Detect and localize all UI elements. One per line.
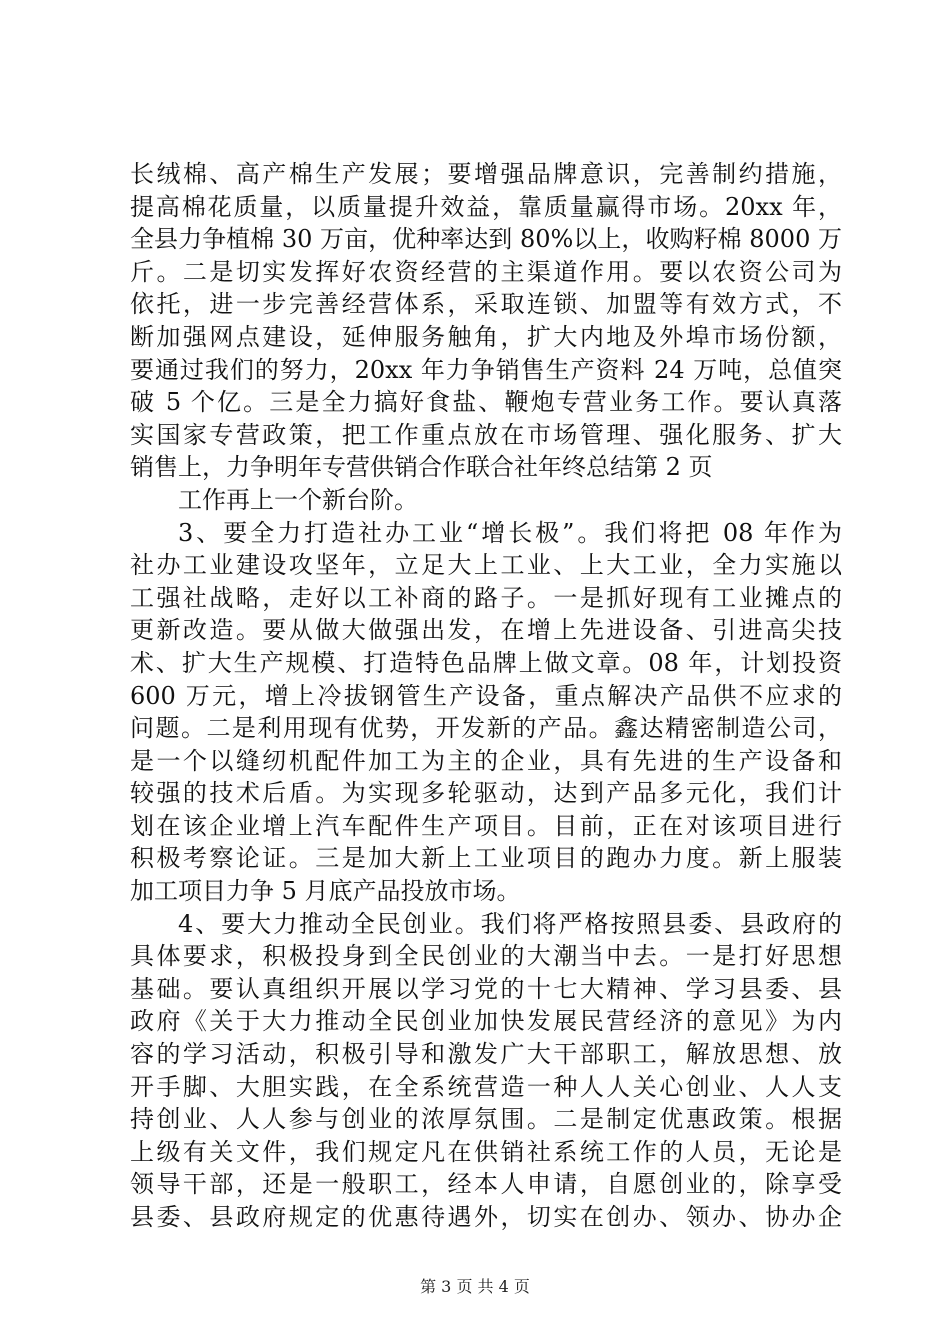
text-line: 加工项目力争 5 月底产品投放市场。 bbox=[130, 877, 521, 906]
text-line: 县委、县政府规定的优惠待遇外，切实在创办、领办、协办企 bbox=[130, 1203, 842, 1231]
document-body bbox=[130, 158, 842, 1234]
text-line: 长绒棉、高产棉生产发展；要增强品牌意识，完善制约措施， bbox=[130, 160, 842, 188]
text-line: 基础。要认真组织开展以学习党的十七大精神、学习县委、县 bbox=[130, 974, 842, 1003]
text-line: 较强的技术后盾。为实现多轮驱动，达到产品多元化，我们计 bbox=[130, 779, 842, 808]
text-line: 3、要全力打造社办工业“增长极”。我们将把 08 年作为 bbox=[178, 518, 842, 547]
text-line: 断加强网点建设，延伸服务触角，扩大内地及外埠市场份额， bbox=[130, 322, 842, 351]
text-line: 更新改造。要从做大做强出发，在增上先进设备、引进高尖技 bbox=[130, 616, 842, 645]
text-line: 容的学习活动，积极引导和激发广大干部职工，解放思想、放 bbox=[130, 1040, 842, 1069]
text-line: 实国家专营政策，把工作重点放在市场管理、强化服务、扩大 bbox=[130, 420, 842, 449]
text-line: 积极考察论证。三是加大新上工业项目的跑办力度。新上服装 bbox=[130, 844, 842, 873]
text-line: 销售上，力争明年专营供销合作联合社年终总结第 2 页 bbox=[130, 453, 713, 482]
text-line: 政府《关于大力推动全民创业加快发展民营经济的意见》为内 bbox=[130, 1007, 842, 1036]
text-line: 术、扩大生产规模、打造特色品牌上做文章。08 年，计划投资 bbox=[130, 648, 842, 677]
text-line: 工强社战略，走好以工补商的路子。一是抓好现有工业摊点的 bbox=[130, 583, 842, 612]
text-line: 开手脚、大胆实践，在全系统营造一种人人关心创业、人人支 bbox=[130, 1072, 842, 1101]
text-line: 提高棉花质量，以质量提升效益，靠质量赢得市场。20xx 年， bbox=[130, 192, 842, 221]
text-line: 工作再上一个新台阶。 bbox=[178, 485, 418, 514]
text-line: 全县力争植棉 30 万亩，优种率达到 80%以上，收购籽棉 8000 万 bbox=[130, 225, 842, 254]
text-line: 是一个以缝纫机配件加工为主的企业，具有先进的生产设备和 bbox=[130, 746, 842, 775]
text-line: 破 5 个亿。三是全力搞好食盐、鞭炮专营业务工作。要认真落 bbox=[130, 388, 842, 417]
text-line: 依托，进一步完善经营体系，采取连锁、加盟等有效方式，不 bbox=[130, 290, 842, 319]
page-footer: 第 3 页 共 4 页 bbox=[420, 1277, 530, 1296]
text-line: 上级有关文件，我们规定凡在供销社系统工作的人员，无论是 bbox=[130, 1137, 842, 1166]
text-line: 持创业、人人参与创业的浓厚氛围。二是制定优惠政策。根据 bbox=[130, 1105, 842, 1134]
text-line: 斤。二是切实发挥好农资经营的主渠道作用。要以农资公司为 bbox=[130, 257, 842, 286]
text-line: 社办工业建设攻坚年，立足大上工业、上大工业，全力实施以 bbox=[130, 551, 842, 580]
text-line: 要通过我们的努力，20xx 年力争销售生产资料 24 万吨，总值突 bbox=[130, 355, 842, 384]
text-line: 领导干部，还是一般职工，经本人申请，自愿创业的，除享受 bbox=[130, 1170, 842, 1199]
text-line: 600 万元，增上冷拔钢管生产设备，重点解决产品供不应求的 bbox=[130, 681, 842, 710]
text-line: 具体要求，积极投身到全民创业的大潮当中去。一是打好思想 bbox=[130, 942, 842, 971]
text-line: 4、要大力推动全民创业。我们将严格按照县委、县政府的 bbox=[178, 909, 842, 938]
text-line: 问题。二是利用现有优势，开发新的产品。鑫达精密制造公司， bbox=[130, 714, 842, 743]
text-line: 划在该企业增上汽车配件生产项目。目前，正在对该项目进行 bbox=[130, 811, 842, 840]
